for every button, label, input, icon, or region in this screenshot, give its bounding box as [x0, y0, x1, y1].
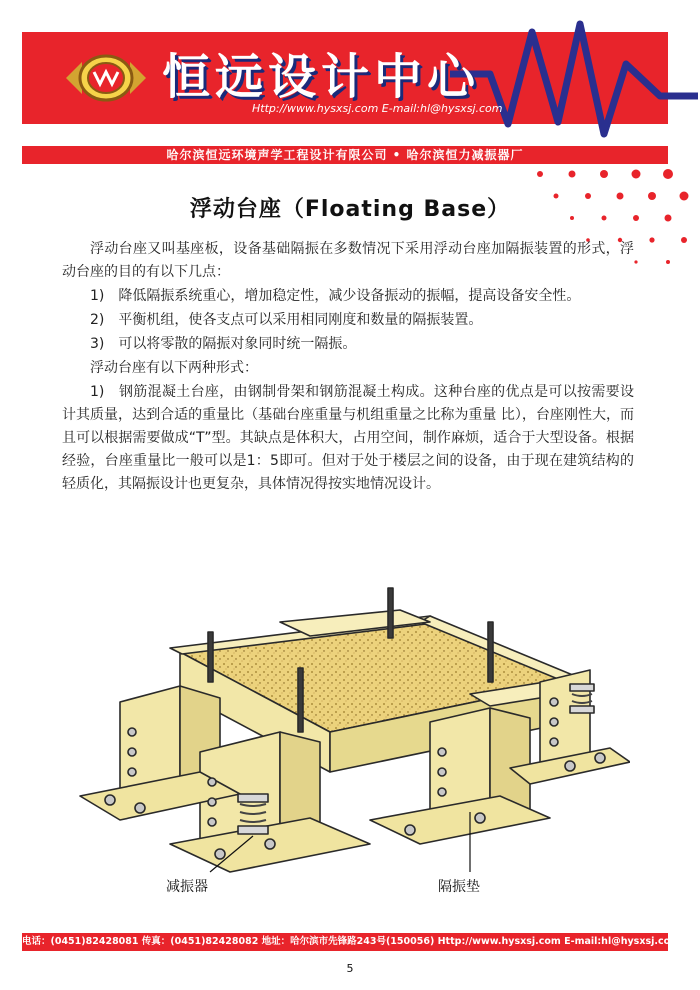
brand-contact: Http://www.hysxsj.com E-mail:hl@hysxsj.com [252, 102, 503, 115]
brand-title: 恒远设计中心 [162, 49, 481, 105]
floating-base-illustration [70, 582, 630, 900]
paragraph-forms: 浮动台座有以下两种形式： [90, 360, 258, 376]
label-pad: 隔振垫 [438, 879, 480, 895]
page-title: 浮动台座（Floating Base） [189, 197, 511, 222]
paragraph-intro: 浮动台座又叫基座板，设备基础隔振在多数情况下采用浮动台座加隔振装置的形式，浮动台座的目的有以下几点： [62, 241, 634, 280]
footer-contact: 电话：(0451)82428081 传真：(0451)82428082 地址：哈尔滨市先锋路243号(150056) Http://www.hysxsj.com E-mail:hl@hysxsj.com [22, 936, 681, 947]
paragraph-concrete-base: 1) 钢筋混凝土台座，由钢制骨架和钢筋混凝土构成。这种台座的优点是可以按需要设计其质量，达到合适的重量比（基础台座重量与机组重量之比称为重量 比），台座刚性大，而且可以根据需要做成“T”型。其缺点是体积大，占用空间，制作麻烦，适合于大型设备。根据经验，台座重量比一般可以是1：5即可。但对于处于楼层之间的设备，由于现在建筑结构的轻质化，其隔振设计也更复杂，具体情况得按实地情况设计。 [62, 384, 634, 492]
label-isolator: 减振器 [166, 879, 208, 895]
company-subtitle: 哈尔滨恒远环境声学工程设计有限公司 • 哈尔滨恒力减振器厂 [166, 148, 524, 162]
paragraph-point-1: 1) 降低隔振系统重心，增加稳定性，减少设备振动的振幅，提高设备安全性。 [90, 288, 581, 304]
body-text [62, 238, 634, 496]
page-number: 5 [346, 962, 354, 975]
paragraph-point-2: 2) 平衡机组，使各支点可以采用相同刚度和数量的隔振装置。 [90, 312, 483, 328]
paragraph-point-3: 3) 可以将零散的隔振对象同时统一隔振。 [90, 336, 357, 352]
